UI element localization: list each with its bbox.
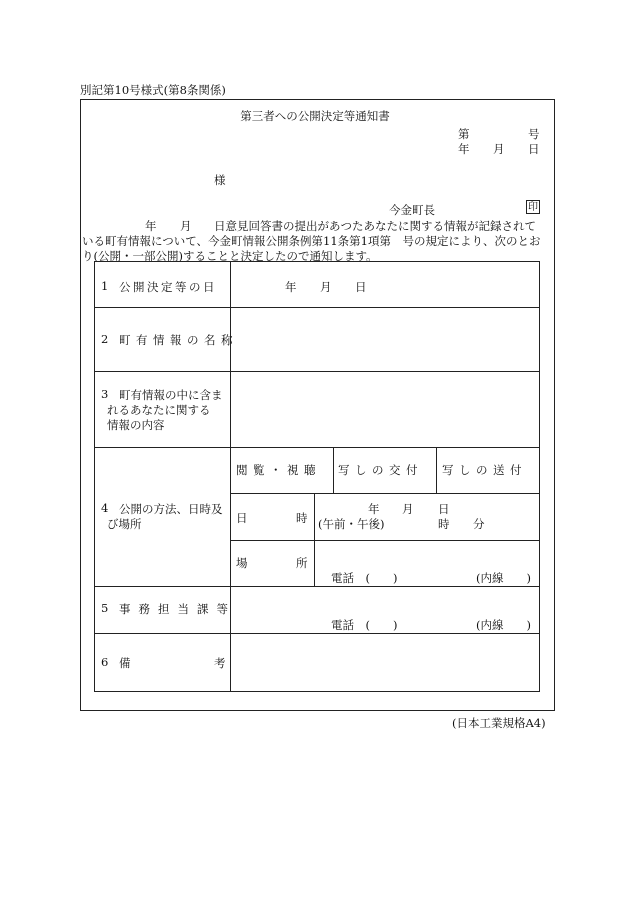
datetime-label-a: 日 — [236, 511, 248, 525]
row6-label-a: 備 — [119, 656, 131, 670]
datetime-month: 月 — [402, 502, 414, 516]
datetime-hour: 時 — [438, 517, 450, 531]
datetime-minute: 分 — [473, 517, 485, 531]
subrow-divider — [230, 540, 540, 541]
body-month: 月 — [180, 219, 192, 233]
method-copy-deliver: 写しの交付 — [338, 463, 423, 477]
method-copy-send: 写しの送付 — [442, 463, 527, 477]
subrow-divider — [230, 493, 540, 494]
office-extension: (内線 ) — [476, 618, 531, 632]
row1-year: 年 — [285, 280, 297, 294]
subcell-divider — [314, 493, 315, 586]
row-divider — [94, 307, 540, 308]
body-year: 年 — [145, 219, 157, 233]
row6-number: 6 — [101, 655, 109, 669]
date-year: 年 — [458, 142, 470, 156]
document-title: 第三者への公開決定等通知書 — [240, 109, 390, 123]
datetime-year: 年 — [368, 502, 380, 516]
office-phone: 電話 ( ) — [331, 618, 398, 632]
method-divider — [333, 447, 334, 493]
row1-day: 日 — [355, 280, 367, 294]
place-label-a: 場 — [236, 556, 248, 570]
date-month: 月 — [493, 142, 505, 156]
date-day: 日 — [528, 142, 540, 156]
row3-number: 3 — [101, 387, 109, 401]
row6-label-b: 考 — [214, 656, 226, 670]
row5-label: 事務担当課等 — [119, 602, 236, 616]
row4-label-line1: 公開の方法、日時及 — [119, 502, 223, 516]
row4-number: 4 — [101, 501, 109, 515]
row1-label: 公開決定等の日 — [119, 280, 217, 294]
datetime-label-b: 時 — [296, 511, 308, 525]
body-line3: り(公開・一部公開)することと決定したので通知します。 — [82, 249, 378, 263]
issuer-name: 今金町長 — [389, 203, 435, 217]
body-line1: 日意見回答書の提出があつたあなたに関する情報が記録されて — [214, 219, 536, 233]
datetime-day: 日 — [438, 502, 450, 516]
paper-size-note: (日本工業規格A4) — [452, 716, 546, 730]
row3-label-line1: 町有情報の中に含ま — [119, 388, 223, 402]
row4-label-line2: び場所 — [107, 517, 142, 531]
method-divider — [436, 447, 437, 493]
place-label-b: 所 — [296, 556, 308, 570]
method-view: 閲覧・視聴 — [236, 463, 321, 477]
seal-mark: 印 — [528, 202, 538, 213]
ref-dai: 第 — [458, 127, 470, 141]
addressee-sama: 様 — [214, 173, 226, 187]
row-divider — [94, 447, 540, 448]
row3-label-line2: れるあなたに関する — [107, 403, 211, 417]
row1-month: 月 — [320, 280, 332, 294]
body-line2: いる町有情報について、今金町情報公開条例第11条第1項第 号の規定により、次のとお — [82, 234, 541, 248]
label-divider — [230, 261, 231, 692]
row3-label-line3: 情報の内容 — [107, 418, 165, 432]
row2-number: 2 — [101, 332, 109, 346]
place-extension: (内線 ) — [476, 571, 531, 585]
datetime-ampm: (午前・午後) — [318, 517, 385, 531]
row-divider — [94, 371, 540, 372]
form-number-note: 別記第10号様式(第8条関係) — [80, 83, 226, 97]
row2-label: 町有情報の名称 — [119, 333, 238, 347]
row1-number: 1 — [101, 279, 109, 293]
row-divider — [94, 586, 540, 587]
row5-number: 5 — [101, 601, 109, 615]
place-phone: 電話 ( ) — [331, 571, 398, 585]
row-divider — [94, 633, 540, 634]
ref-go: 号 — [528, 127, 540, 141]
